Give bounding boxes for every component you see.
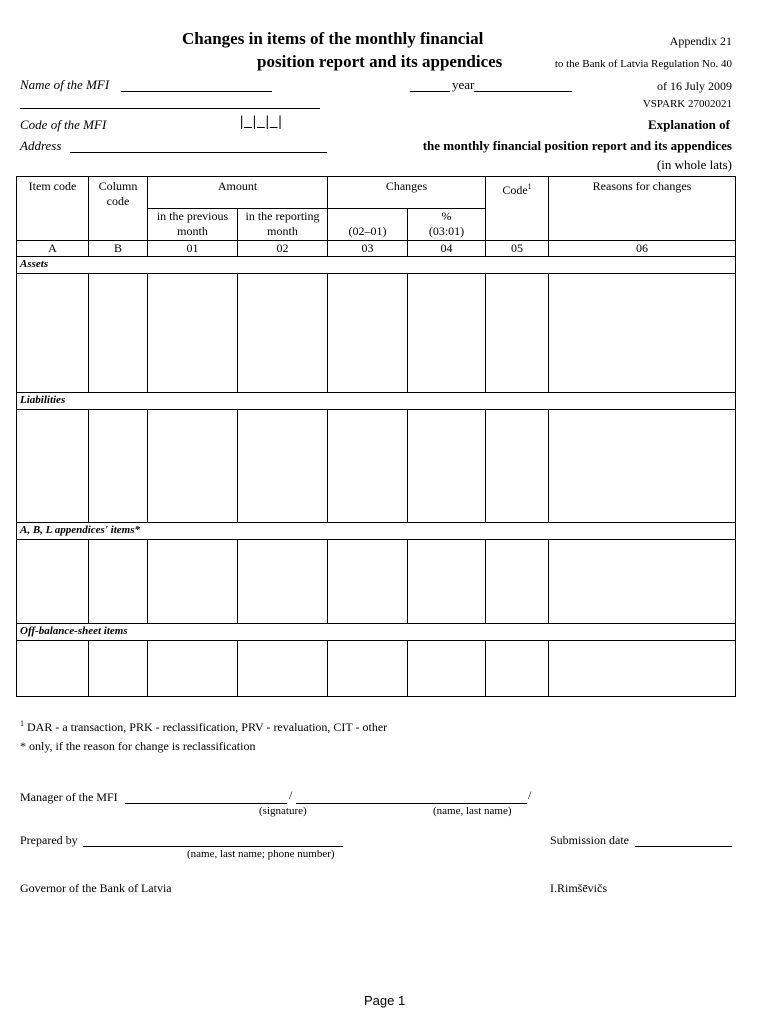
- section-off-balance-sheet: Off-balance-sheet items: [20, 625, 128, 637]
- regulation-reference: to the Bank of Latvia Regulation No. 40: [554, 58, 732, 70]
- section-assets: Assets: [20, 258, 49, 270]
- title-line-2: position report and its appendices: [257, 52, 503, 71]
- footnote-1-marker: 1: [20, 719, 24, 728]
- explanation-subtitle: the monthly financial position report and its appendices: [422, 138, 732, 153]
- manager-name-field[interactable]: [296, 803, 527, 804]
- section-liabilities: Liabilities: [20, 394, 66, 406]
- prepared-by-caption: (name, last name; phone number): [187, 848, 335, 860]
- col-id-01: 01: [186, 241, 199, 255]
- year-label: year: [452, 77, 475, 92]
- header-item-code: Item code: [28, 179, 77, 193]
- header-difference: (02–01): [348, 224, 387, 238]
- header-previous-month: in the previous month: [156, 209, 229, 238]
- header-column-code: Column code: [98, 179, 138, 208]
- header-ratio: (03:01): [428, 224, 465, 238]
- col-id-03: 03: [361, 241, 374, 255]
- header-reporting-month: in the reporting month: [245, 209, 320, 238]
- page-number: Page 1: [364, 993, 406, 1008]
- address-label: Address: [20, 138, 62, 153]
- manager-signature-field[interactable]: [125, 803, 287, 804]
- explanation-title: Explanation of: [648, 117, 730, 132]
- header-amount: Amount: [217, 179, 258, 193]
- units-note: (in whole lats): [656, 157, 732, 172]
- mfi-name-label: Name of the MFI: [20, 77, 110, 92]
- header-changes: Changes: [385, 179, 428, 193]
- header-code: Code$^1$: [502, 182, 532, 197]
- col-id-05: 05: [511, 241, 523, 255]
- col-id-06: 06: [636, 241, 648, 255]
- col-id-b: B: [113, 241, 122, 255]
- slash-2: /: [528, 788, 532, 802]
- submission-date-label: Submission date: [550, 833, 630, 847]
- footnote-2: * only, if the reason for change is reclassification: [20, 739, 256, 753]
- col-id-04: 04: [440, 241, 453, 255]
- section-appendices-items: A, B, L appendices' items*: [20, 524, 140, 536]
- governor-name: I.Rimšēvičs: [550, 881, 607, 895]
- footnote-1: $^1$ DAR - a transaction, PRK - reclassification, PRV - revaluation, CIT - other: [20, 719, 388, 734]
- mfi-code-label: Code of the MFI: [20, 117, 107, 132]
- slash-1: /: [289, 788, 293, 802]
- appendix-number: Appendix 21: [669, 34, 732, 48]
- regulation-date: of 16 July 2009: [657, 79, 732, 93]
- prepared-by-label: Prepared by: [20, 833, 78, 847]
- governor-label: Governor of the Bank of Latvia: [20, 881, 172, 895]
- col-id-a: A: [48, 241, 57, 255]
- mfi-code-boxes[interactable]: |_|_|_|: [240, 114, 283, 130]
- header-percent: %: [441, 209, 452, 223]
- signature-caption: (signature): [259, 805, 307, 817]
- prepared-by-field[interactable]: [83, 846, 343, 847]
- submission-date-field[interactable]: [635, 846, 732, 847]
- header-reasons: Reasons for changes: [592, 179, 692, 193]
- name-caption: (name, last name): [433, 805, 512, 817]
- manager-label: Manager of the MFI: [20, 790, 118, 804]
- col-id-02: 02: [276, 241, 289, 255]
- form-code: VSPARK 27002021: [642, 98, 732, 110]
- header-code-footnote-ref: 1: [527, 182, 532, 191]
- title-line-1: Changes in items of the monthly financial: [182, 29, 484, 48]
